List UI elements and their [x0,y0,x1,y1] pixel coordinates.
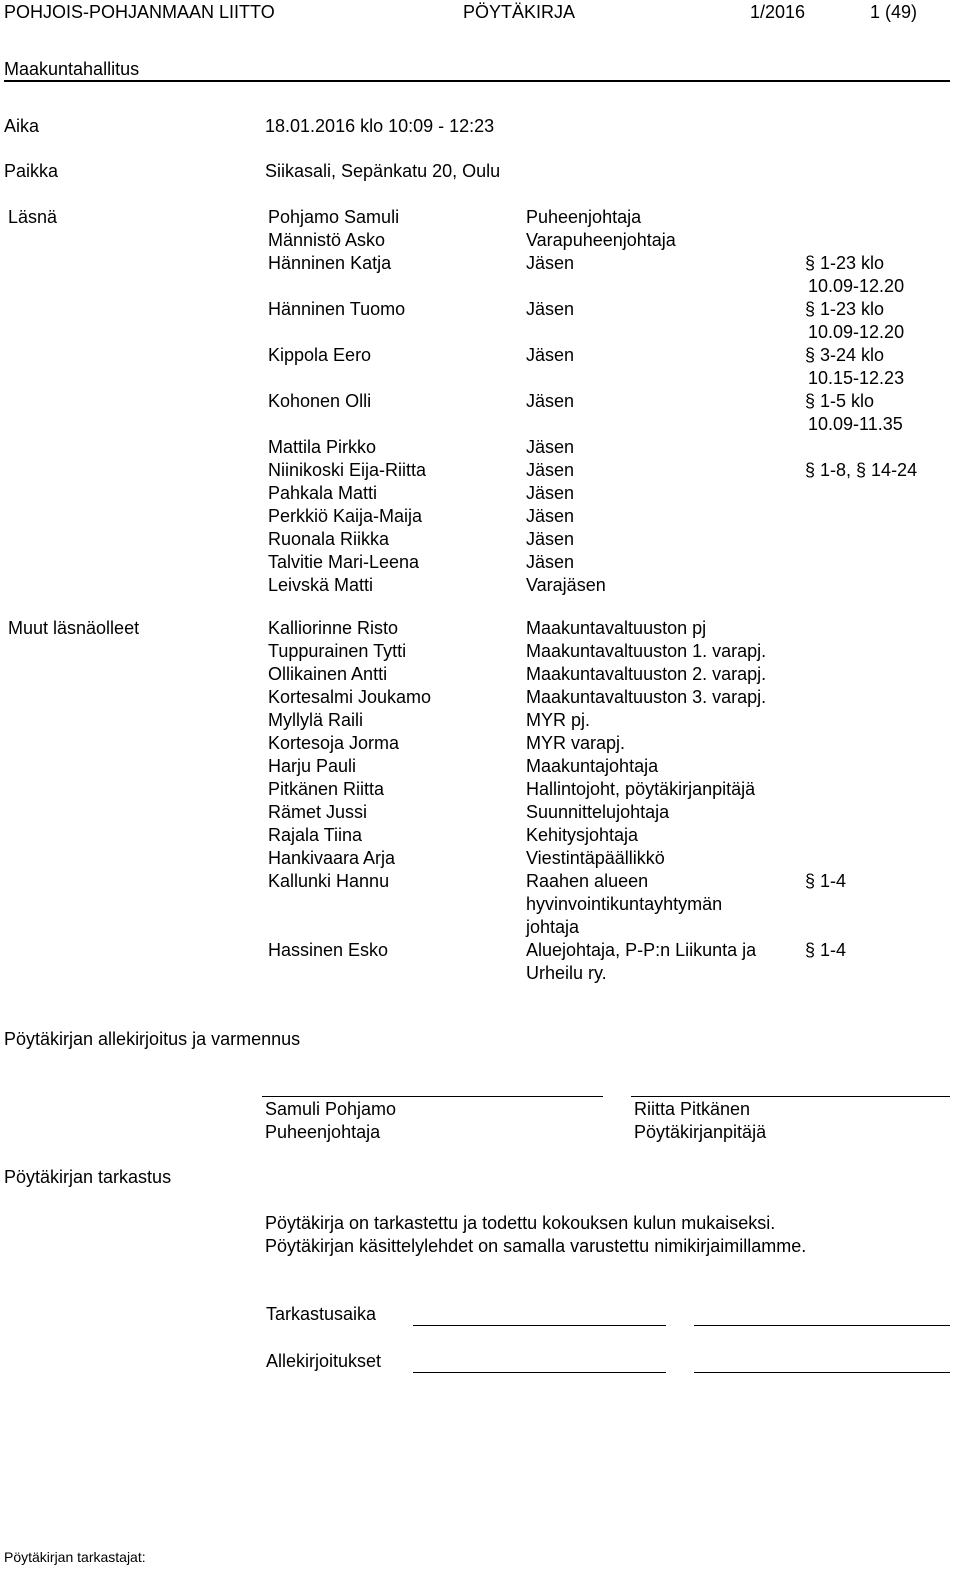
secretary-name: Riitta Pitkänen [634,1099,751,1119]
member-attendance-time: 10.09-12.20 [808,322,905,342]
member-attendance-note: § 1-8, § 14-24 [805,460,918,480]
signature-section-label: Pöytäkirjan allekirjoitus ja varmennus [4,1029,301,1049]
attendee-role: Maakuntajohtaja [526,756,659,776]
member-role: Jäsen [526,529,575,549]
attendee-name: Pitkänen Riitta [268,779,385,799]
member-name: Hänninen Katja [268,253,392,273]
review-time-line-1 [413,1325,666,1326]
present-row [0,390,960,412]
attendee-role: Maakuntavaltuuston 2. varapj. [526,664,767,684]
attendee-role: Maakuntavaltuuston 3. varapj. [526,687,767,707]
review-time-label: Tarkastusaika [266,1304,377,1324]
present-row [0,551,960,573]
other-attendee-row [0,824,960,846]
member-attendance-note: § 1-23 klo [805,253,885,273]
other-attendee-row [0,686,960,708]
present-row [0,528,960,550]
other-attendee-row [0,755,960,777]
present-row [0,229,960,251]
secretary-title: Pöytäkirjanpitäjä [634,1122,767,1142]
other-attendee-row [0,778,960,800]
present-label: Läsnä [8,207,58,227]
attendee-name: Harju Pauli [268,756,357,776]
member-role: Varapuheenjohtaja [526,230,676,250]
other-attendee-row [0,801,960,823]
secretary-signature-line [631,1096,950,1097]
other-attendee-row [0,870,960,892]
attendee-name: Ollikainen Antti [268,664,388,684]
review-text-2: Pöytäkirjan käsittelylehdet on samalla varustettu nimikirjaimillamme. [265,1236,807,1256]
present-row [0,482,960,504]
member-attendance-time: 10.09-12.20 [808,276,905,296]
member-name: Pohjamo Samuli [268,207,400,227]
page-number: 1 (49) [870,2,918,22]
other-attendee-row [0,617,960,639]
review-sign-label: Allekirjoitukset [266,1351,382,1371]
attendee-role: Viestintäpäällikkö [526,848,665,868]
chair-title: Puheenjohtaja [265,1122,381,1142]
attendee-name: Kortesalmi Joukamo [268,687,432,707]
attendee-role-continued: Urheilu ry. [526,963,607,983]
present-row [0,436,960,458]
member-role: Jäsen [526,345,575,365]
attendee-name: Kalliorinne Risto [268,618,399,638]
attendee-role: Maakuntavaltuuston 1. varapj. [526,641,767,661]
place-label: Paikka [4,161,59,181]
time-label: Aika [4,116,40,136]
member-name: Kohonen Olli [268,391,372,411]
member-role: Jäsen [526,299,575,319]
other-attendee-row [0,640,960,662]
member-name: Kippola Eero [268,345,372,365]
review-text-1: Pöytäkirja on tarkastettu ja todettu kokouksen kulun mukaiseksi. [265,1213,776,1233]
attendee-name: Rämet Jussi [268,802,368,822]
attendee-note: § 1-4 [805,940,847,960]
member-attendance-time: 10.15-12.23 [808,368,905,388]
member-attendance-note: § 3-24 klo [805,345,885,365]
attendee-name: Myllylä Raili [268,710,364,730]
time-value: 18.01.2016 klo 10:09 - 12:23 [265,116,495,136]
member-role: Varajäsen [526,575,606,595]
member-name: Hänninen Tuomo [268,299,406,319]
member-role: Jäsen [526,506,575,526]
attendee-name: Tuppurainen Tytti [268,641,407,661]
attendee-name: Kallunki Hannu [268,871,390,891]
member-attendance-note: § 1-23 klo [805,299,885,319]
review-time-line-2 [694,1325,950,1326]
attendee-role: Raahen alueen [526,871,649,891]
member-role: Jäsen [526,460,575,480]
reviewers-footer-label: Pöytäkirjan tarkastajat: [4,1549,146,1565]
member-name: Talvitie Mari-Leena [268,552,420,572]
present-row [0,206,960,228]
attendee-name: Hassinen Esko [268,940,389,960]
member-name: Perkkiö Kaija-Maija [268,506,423,526]
present-row [0,252,960,274]
review-section-label: Pöytäkirjan tarkastus [4,1167,172,1187]
member-name: Niinikoski Eija-Riitta [268,460,427,480]
review-sign-line-1 [413,1372,666,1373]
other-attendee-row [0,663,960,685]
doc-type: PÖYTÄKIRJA [463,2,576,22]
member-name: Ruonala Riikka [268,529,390,549]
present-row [0,505,960,527]
place-value: Siikasali, Sepänkatu 20, Oulu [265,161,501,181]
other-attendee-row [0,939,960,961]
member-role: Puheenjohtaja [526,207,642,227]
attendee-role-continued: johtaja [526,917,580,937]
attendee-role: Aluejohtaja, P-P:n Liikunta ja [526,940,757,960]
attendee-note: § 1-4 [805,871,847,891]
body-name: Maakuntahallitus [4,59,140,79]
others-label: Muut läsnäolleet [8,618,140,638]
member-attendance-note: § 1-5 klo [805,391,875,411]
doc-number: 1/2016 [750,2,806,22]
header-rule [4,80,950,82]
member-name: Pahkala Matti [268,483,378,503]
attendee-role-continued: hyvinvointikuntayhtymän [526,894,723,914]
other-attendee-row [0,709,960,731]
chair-signature-line [262,1096,603,1097]
present-row [0,344,960,366]
attendee-role: Hallintojoht, pöytäkirjanpitäjä [526,779,756,799]
other-attendee-row [0,732,960,754]
attendee-role: MYR varapj. [526,733,626,753]
attendee-role: Suunnittelujohtaja [526,802,670,822]
attendee-role: Maakuntavaltuuston pj [526,618,707,638]
present-row [0,298,960,320]
present-row [0,574,960,596]
chair-name: Samuli Pohjamo [265,1099,397,1119]
review-sign-line-2 [694,1372,950,1373]
org-name: POHJOIS-POHJANMAAN LIITTO [4,2,275,22]
attendee-name: Rajala Tiina [268,825,363,845]
member-role: Jäsen [526,552,575,572]
other-attendee-row [0,847,960,869]
attendee-name: Hankivaara Arja [268,848,396,868]
attendee-role: Kehitysjohtaja [526,825,639,845]
attendee-name: Kortesoja Jorma [268,733,400,753]
member-name: Leivskä Matti [268,575,374,595]
present-row [0,459,960,481]
attendee-role: MYR pj. [526,710,591,730]
member-role: Jäsen [526,253,575,273]
member-attendance-time: 10.09-11.35 [808,414,903,434]
member-name: Mattila Pirkko [268,437,377,457]
member-role: Jäsen [526,391,575,411]
member-name: Männistö Asko [268,230,386,250]
member-role: Jäsen [526,437,575,457]
member-role: Jäsen [526,483,575,503]
